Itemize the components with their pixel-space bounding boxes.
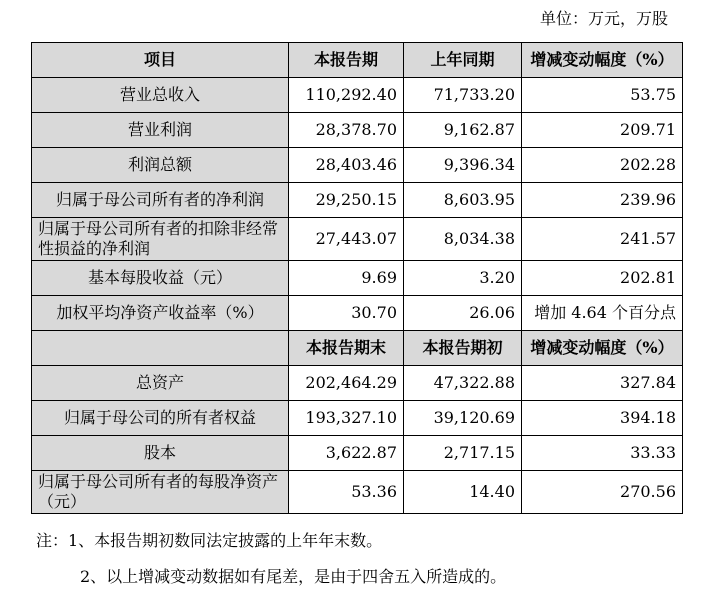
notes <box>36 530 506 588</box>
cell-current: 9.69 <box>289 261 404 296</box>
table-row <box>32 296 683 331</box>
cell-current: 110,292.40 <box>289 78 404 113</box>
cell-change: 394.18 <box>522 401 683 436</box>
cell-prior: 26.06 <box>404 296 522 331</box>
financial-summary-table <box>31 42 683 514</box>
cell-change: 53.75 <box>522 78 683 113</box>
row-label: 股本 <box>32 436 289 471</box>
cell-prior: 3.20 <box>404 261 522 296</box>
header-prior-period: 上年同期 <box>404 43 522 78</box>
cell-change: 33.33 <box>522 436 683 471</box>
cell-current: 30.70 <box>289 296 404 331</box>
cell-change: 241.57 <box>522 218 683 261</box>
header-period-start: 本报告期初 <box>404 331 522 366</box>
cell-current: 29,250.15 <box>289 183 404 218</box>
cell-prior: 47,322.88 <box>404 366 522 401</box>
row-label: 利润总额 <box>32 148 289 183</box>
table-subheader-row <box>32 331 683 366</box>
header-item: 项目 <box>32 43 289 78</box>
table-row <box>32 148 683 183</box>
cell-prior: 71,733.20 <box>404 78 522 113</box>
cell-change: 270.56 <box>522 471 683 514</box>
table-row <box>32 436 683 471</box>
table-row <box>32 113 683 148</box>
cell-current: 193,327.10 <box>289 401 404 436</box>
cell-current: 28,378.70 <box>289 113 404 148</box>
cell-change: 239.96 <box>522 183 683 218</box>
row-label: 归属于母公司所有者的净利润 <box>32 183 289 218</box>
cell-prior: 39,120.69 <box>404 401 522 436</box>
row-label: 营业总收入 <box>32 78 289 113</box>
table-row <box>32 78 683 113</box>
cell-current: 28,403.46 <box>289 148 404 183</box>
note-1: 注：1、本报告期初数同法定披露的上年年末数。 <box>36 531 383 550</box>
cell-change: 327.84 <box>522 366 683 401</box>
cell-change: 增加 4.64 个百分点 <box>522 296 683 331</box>
cell-prior: 8,603.95 <box>404 183 522 218</box>
cell-current: 202,464.29 <box>289 366 404 401</box>
unit-label: 单位：万元，万股 <box>539 9 668 28</box>
header-period-end: 本报告期末 <box>289 331 404 366</box>
cell-prior: 2,717.15 <box>404 436 522 471</box>
row-label: 归属于母公司所有者的扣除非经常性损益的净利润 <box>32 218 289 261</box>
cell-current: 3,622.87 <box>289 436 404 471</box>
header-current-period: 本报告期 <box>289 43 404 78</box>
cell-current: 27,443.07 <box>289 218 404 261</box>
cell-prior: 8,034.38 <box>404 218 522 261</box>
table-row <box>32 183 683 218</box>
table-row <box>32 366 683 401</box>
row-label: 营业利润 <box>32 113 289 148</box>
subheader-blank <box>32 331 289 366</box>
cell-prior: 9,162.87 <box>404 113 522 148</box>
row-label: 归属于母公司的所有者权益 <box>32 401 289 436</box>
header-change: 增减变动幅度（%） <box>522 43 683 78</box>
table-header-row <box>32 43 683 78</box>
cell-prior: 14.40 <box>404 471 522 514</box>
cell-current: 53.36 <box>289 471 404 514</box>
table-row <box>32 471 683 514</box>
header-change: 增减变动幅度（%） <box>522 331 683 366</box>
cell-prior: 9,396.34 <box>404 148 522 183</box>
row-label: 加权平均净资产收益率（%） <box>32 296 289 331</box>
cell-change: 202.81 <box>522 261 683 296</box>
row-label: 总资产 <box>32 366 289 401</box>
cell-change: 202.28 <box>522 148 683 183</box>
table-row <box>32 401 683 436</box>
table-row <box>32 261 683 296</box>
table-row <box>32 218 683 261</box>
row-label: 归属于母公司所有者的每股净资产（元） <box>32 471 289 514</box>
note-2: 2、以上增减变动数据如有尾差，是由于四舍五入所造成的。 <box>80 567 507 586</box>
row-label: 基本每股收益（元） <box>32 261 289 296</box>
cell-change: 209.71 <box>522 113 683 148</box>
